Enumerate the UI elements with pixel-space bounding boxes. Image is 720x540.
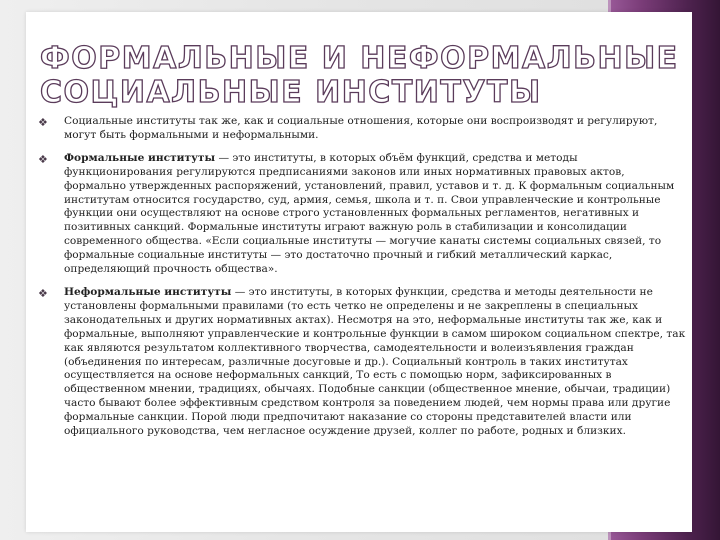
- slide-title: ФОРМАЛЬНЫЕ И НЕФОРМАЛЬНЫЕ СОЦИАЛЬНЫЕ ИНСТИТУТЫ: [40, 41, 679, 110]
- bullet-text: — это институты, в которых объём функций, средства и методы функционирования регулируются предписаниями законов или иных нормативных правовых актов, формально утвержденных распоряжений, установлений, правил, уставов и т. д. К формальным социальным институтам относится государство, суд, армия, семья, школа и т. п. Свои управленческие и контрольные функции они осуществляют на основе строго установленных формальных регламентов, негативных и позитивных санкций. Формальные институты играют важную роль в стабилизации и консолидации современного общества. «Если социальные институты — могучие канаты системы социальных связей, то формальные социальные институты — это достаточно прочный и гибкий металлический каркас, определяющий прочность общества».: [64, 151, 675, 276]
- diamond-bullet-icon: ❖: [38, 152, 48, 166]
- bullet-term: Формальные институты: [64, 151, 216, 164]
- bullet-item-formal: [36, 152, 686, 277]
- bullet-item-informal: [36, 286, 686, 439]
- diamond-bullet-icon: ❖: [38, 286, 48, 300]
- bullet-term: Неформальные институты: [64, 285, 232, 298]
- diamond-bullet-icon: ❖: [38, 116, 48, 129]
- slide-content: [26, 12, 692, 532]
- bullet-item-intro: [36, 115, 686, 143]
- bullet-text: Социальные институты так же, как и социальные отношения, которые они воспроизводят и регулируют, могут быть формальными и неформальными.: [64, 115, 658, 141]
- bullet-list: [36, 115, 686, 448]
- bullet-text: — это институты, в которых функции, средства и методы деятельности не установлены формальными правилами (то есть четко не определены и не закреплены в специальных законодательных и других нормативных актах). Несмотря на это, неформальные институты так же, как и формальные, выполняют управленческие и контрольные функции в самом широком социальном спектре, так как являются результатом коллективного творчества, самодеятельности и волеизъявления граждан (объединения по интересам, различные досуговые и др.). Социальный контроль в таких институтах осуществляется на основе неформальных санкций, То есть с помощью норм, зафиксированных в общественном мнении, традициях, обычаях. Подобные санкции (общественное мнение, обычаи, традиции) часто бывают более эффективным средством контроля за поведением людей, чем нормы права или другие формальные санкции. Порой люди предпочитают наказание со стороны представителей власти или официального руководства, чем негласное осуждение друзей, коллег по работе, родных и близких.: [64, 285, 686, 438]
